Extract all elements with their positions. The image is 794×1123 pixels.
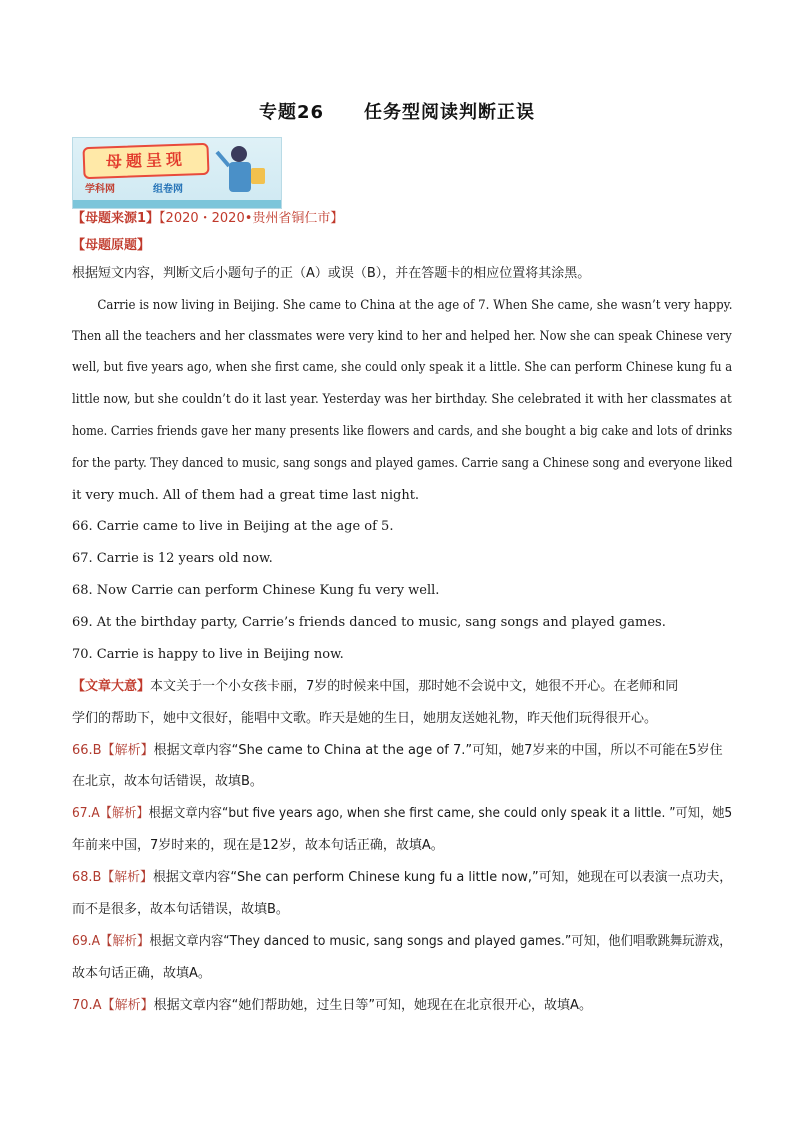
banner-brand-xkw: 学科网: [85, 184, 115, 195]
banner-label: 母题呈现: [82, 143, 209, 179]
answer-67-cont: 年前来中国，7岁时来的，现在是12岁，故本句话正确，故填A。: [72, 838, 444, 853]
teacher-figure-icon: [213, 142, 273, 202]
answer-key: 67.A【解析】: [72, 806, 149, 821]
passage-line: Then all the teachers and her classmates were very kind to her and helped her. Now she can speak Chinese very: [72, 329, 732, 344]
title-topic-number: 专题26: [258, 102, 325, 123]
source-line: [72, 210, 732, 228]
question-69: 69. At the birthday party, Carrie’s friends danced to music, sang songs and played games.: [72, 615, 666, 630]
question-70: 70. Carrie is happy to live in Beijing now.: [72, 647, 344, 662]
page-title: [0, 98, 794, 124]
passage-line: for the party. They danced to music, sang songs and played games. Carrie sang a Chinese song and everyone liked: [72, 456, 733, 471]
question-67: 67. Carrie is 12 years old now.: [72, 551, 273, 566]
summary-line-1: 【文章大意】本文关于一个小女孩卡丽，7岁的时候来中国，那时她不会说中文，她很不开心。在老师和同: [72, 679, 679, 694]
answer-key: 69.A【解析】: [72, 934, 150, 949]
banner-brand-zjw: 组卷网: [153, 184, 183, 195]
passage-line: home. Carries friends gave her many presents like flowers and cards, and she bought a big cake and lots of drinks: [72, 424, 733, 439]
answer-68: 68.B【解析】根据文章内容“She can perform Chinese kung fu a little now,”可知，她现在可以表演一点功夫，: [72, 870, 733, 885]
banner-stripe: [73, 200, 281, 208]
question-68: 68. Now Carrie can perform Chinese Kung fu very well.: [72, 583, 440, 598]
answer-key: 68.B【解析】: [72, 870, 153, 885]
answer-69-cont: 故本句话正确，故填A。: [72, 966, 211, 981]
answer-66-cont: 在北京，故本句话错误，故填B。: [72, 774, 263, 789]
source-value: 【2020・2020•贵州省铜仁市】: [159, 211, 344, 226]
answer-68-cont: 而不是很多，故本句话错误，故填B。: [72, 902, 289, 917]
source-label: 【母题来源1】: [72, 211, 160, 226]
answer-69: 69.A【解析】根据文章内容“They danced to music, sang songs and played games.”可知，他们唱歌跳舞玩游戏，: [72, 934, 732, 949]
passage-line: little now, but she couldn’t do it last year. Yesterday was her birthday. She celebrated it with her classmates at: [72, 392, 732, 407]
passage-line: it very much. All of them had a great time last night.: [72, 488, 420, 503]
instruction-text: 根据短文内容，判断文后小题句子的正（A）或误（B），并在答题卡的相应位置将其涂黑。: [72, 266, 591, 281]
answer-key: 70.A【解析】: [72, 998, 154, 1013]
summary-label: 【文章大意】: [72, 679, 151, 694]
original-label: 【母题原题】: [72, 238, 151, 253]
answer-66: 66.B【解析】根据文章内容“She came to China at the age of 7.”可知，她7岁来的中国，所以不可能在5岁住: [72, 743, 723, 758]
section-banner: [72, 137, 282, 209]
passage-line: well, but five years ago, when she first came, she could only speak it a little. She can perform Chinese kung fu a: [72, 360, 733, 375]
title-topic-name: 任务型阅读判断正误: [364, 102, 536, 123]
answer-70: 70.A【解析】根据文章内容“她们帮助她，过生日等”可知，她现在在北京很开心，故填A。: [72, 998, 592, 1013]
summary-line-2: 学们的帮助下，她中文很好，能唱中文歌。昨天是她的生日，她朋友送她礼物，昨天他们玩得很开心。: [72, 711, 658, 726]
answer-key: 66.B【解析】: [72, 743, 154, 758]
question-66: 66. Carrie came to live in Beijing at the age of 5.: [72, 519, 394, 534]
passage-line: Carrie is now living in Beijing. She came to China at the age of 7. When She came, she wasn’t very happy.: [97, 298, 733, 313]
answer-67: 67.A【解析】根据文章内容“but five years ago, when she first came, she could only speak it a little. ”可知，她5: [72, 806, 733, 821]
